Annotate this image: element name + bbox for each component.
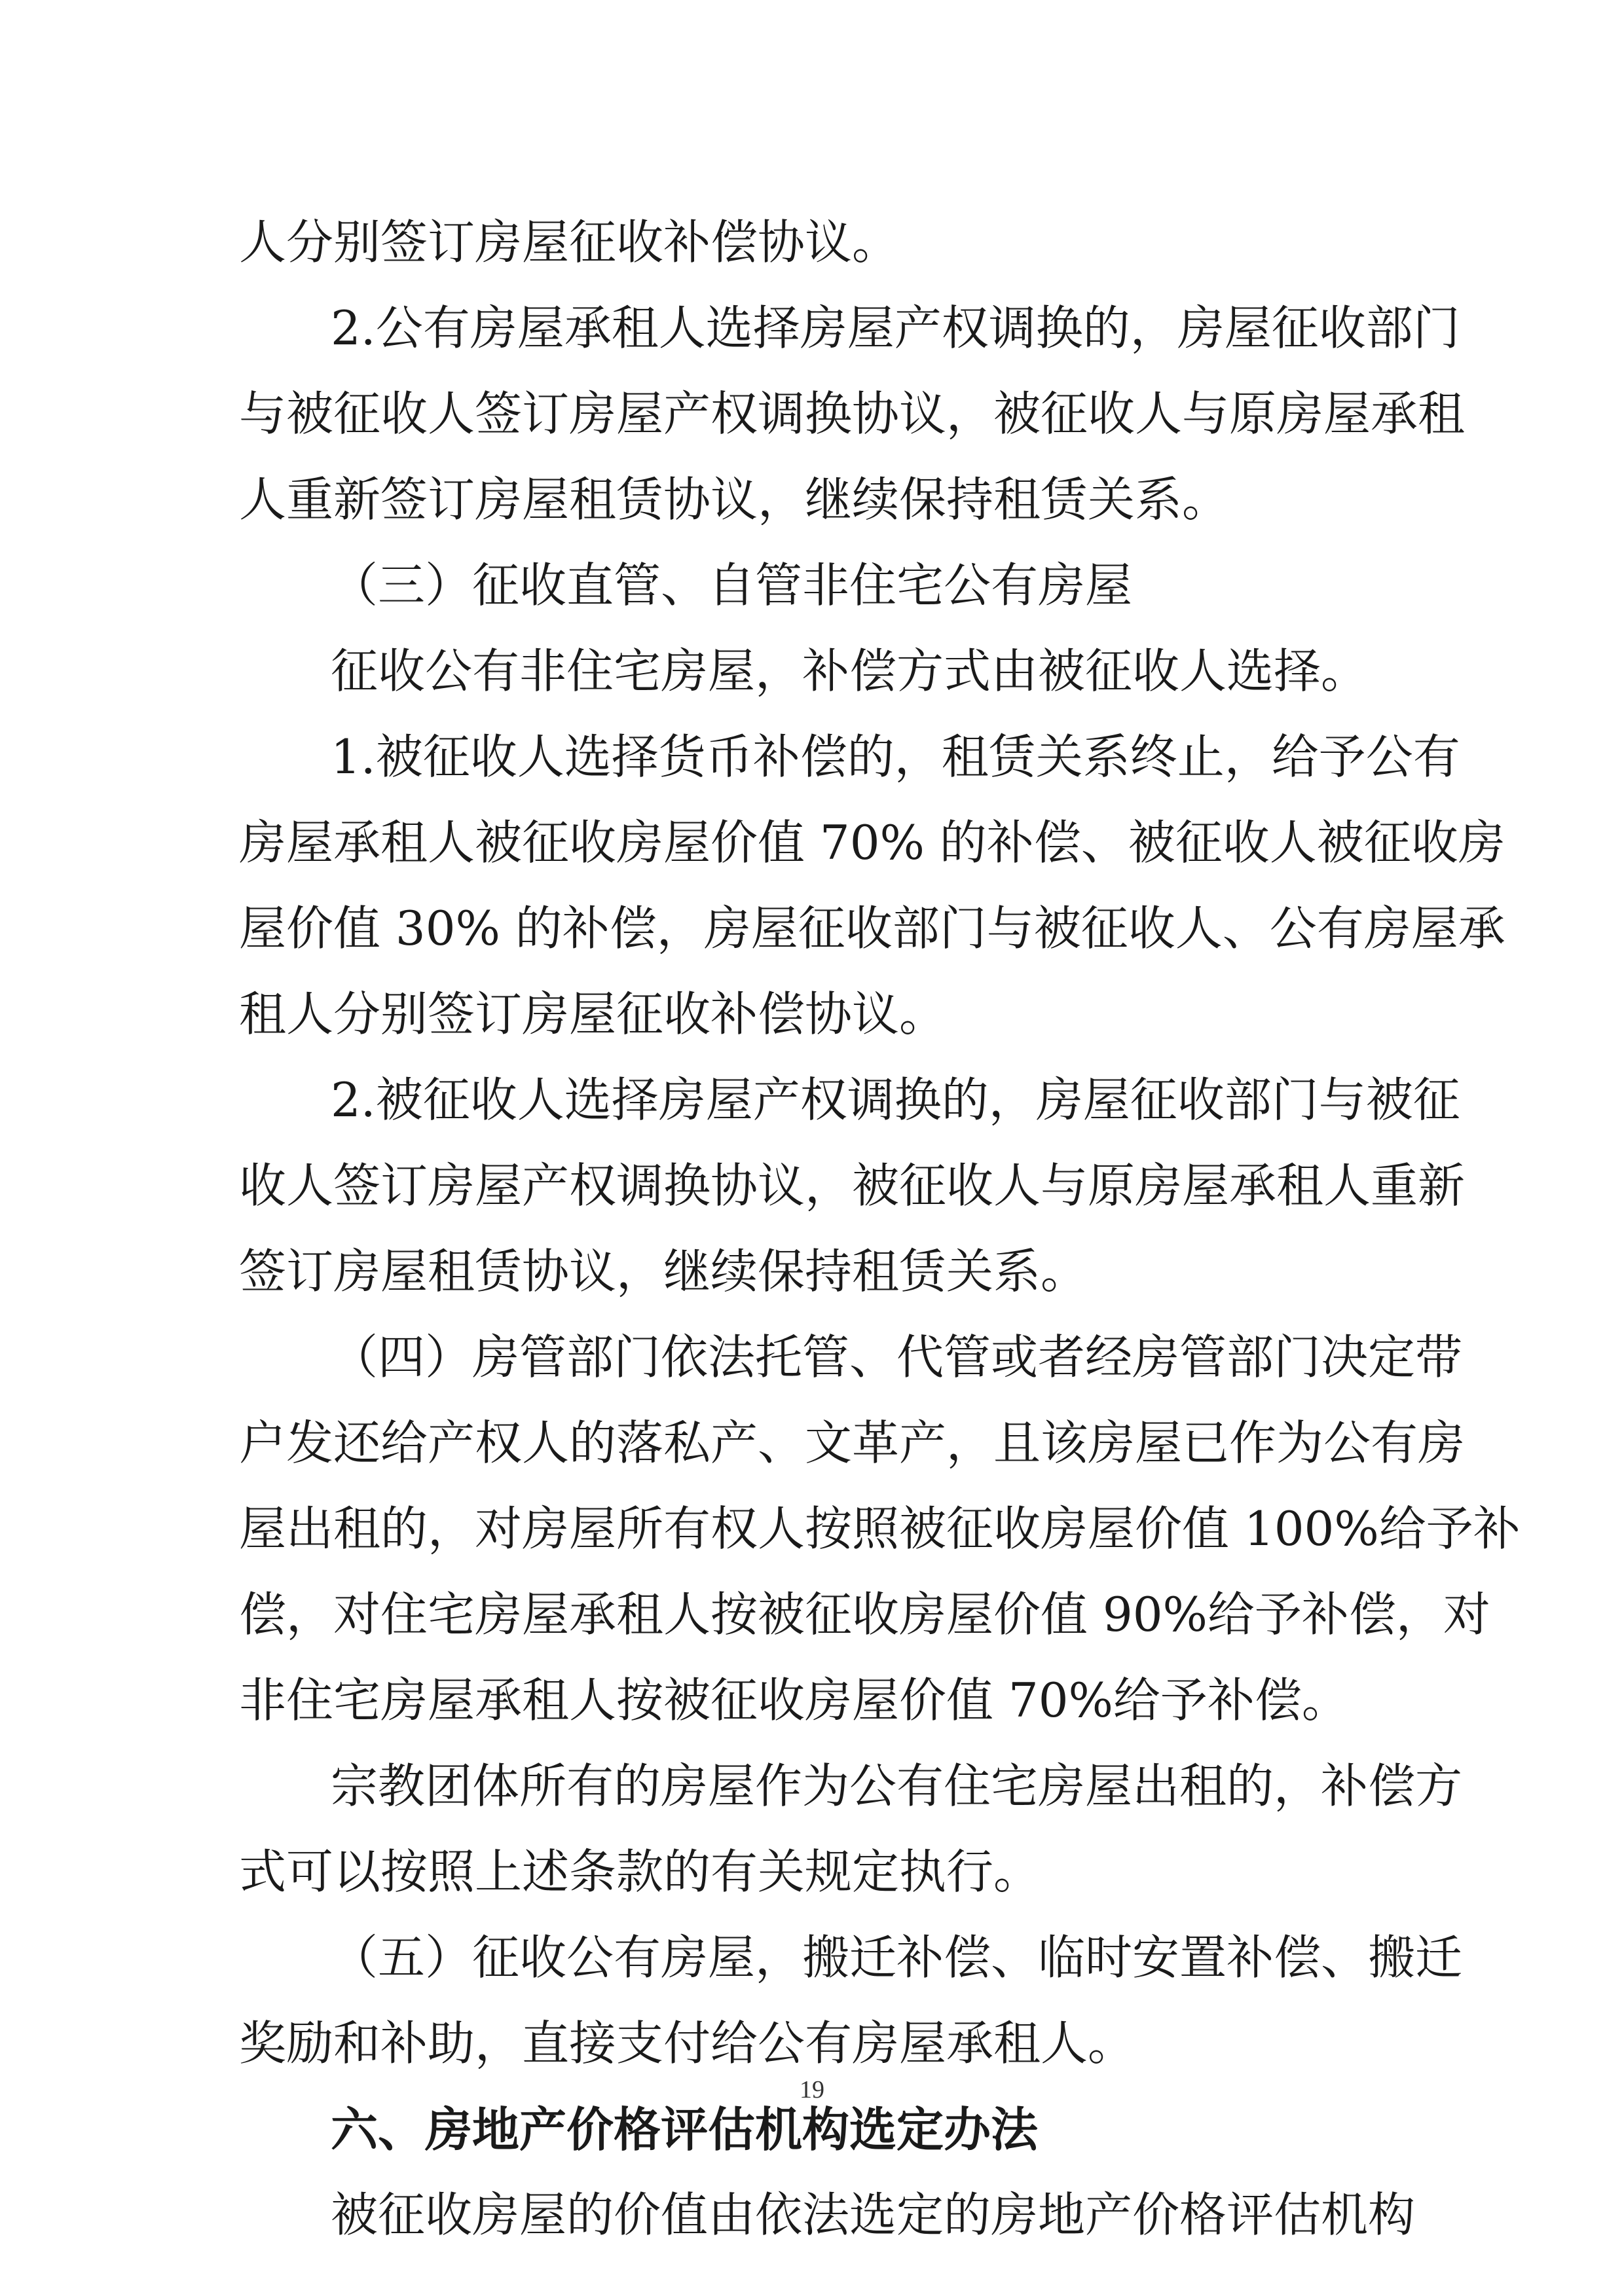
text-line: （三）征收直管、自管非住宅公有房屋 [331, 558, 1133, 613]
text-line: 宗教团体所有的房屋作为公有住宅房屋出租的，补偿方 [331, 1758, 1463, 1813]
text-line: 2.被征收人选择房屋产权调换的，房屋征收部门与被征 [331, 1072, 1460, 1127]
text-line: 偿，对住宅房屋承租人按被征收房屋价值 90%给予补偿，对 [239, 1587, 1490, 1642]
text-line: 收人签订房屋产权调换协议，被征收人与原房屋承租人重新 [239, 1158, 1466, 1213]
text-line: 人重新签订房屋租赁协议，继续保持租赁关系。 [239, 472, 1230, 527]
text-line: 被征收房屋的价值由依法选定的房地产价格评估机构 [331, 2187, 1416, 2242]
text-line: 奖励和补助，直接支付给公有房屋承租人。 [239, 2016, 1135, 2071]
text-line: 房屋承租人被征收房屋价值 70% 的补偿、被征收人被征收房 [239, 815, 1505, 870]
text-line: 式可以按照上述条款的有关规定执行。 [239, 1844, 1041, 1899]
text-line: 屋出租的，对房屋所有权人按照被征收房屋价值 100%给予补 [239, 1501, 1521, 1556]
text-line: 2.公有房屋承租人选择房屋产权调换的，房屋征收部门 [331, 301, 1460, 355]
text-line: 租人分别签订房屋征收补偿协议。 [239, 987, 947, 1042]
text-line: （五）征收公有房屋，搬迁补偿、临时安置补偿、搬迁 [331, 1930, 1463, 1985]
text-line: 与被征收人签订房屋产权调换协议，被征收人与原房屋承租 [239, 386, 1466, 441]
section-heading: 六、房地产价格评估机构选定办法 [331, 2102, 1039, 2157]
text-line: 征收公有非住宅房屋，补偿方式由被征收人选择。 [331, 644, 1369, 699]
text-line: （四）房管部门依法托管、代管或者经房管部门决定带 [331, 1330, 1463, 1385]
text-line: 签订房屋租赁协议，继续保持租赁关系。 [239, 1244, 1088, 1299]
text-line: 1.被征收人选择货币补偿的，租赁关系终止，给予公有 [331, 729, 1460, 784]
text-line: 屋价值 30% 的补偿，房屋征收部门与被征收人、公有房屋承 [239, 901, 1505, 956]
page-number: 19 [800, 2076, 824, 2104]
body-text [239, 200, 1521, 2258]
text-line: 非住宅房屋承租人按被征收房屋价值 70%给予补偿。 [239, 1673, 1349, 1728]
text-line: 人分别签订房屋征收补偿协议。 [239, 215, 900, 270]
text-line: 户发还给产权人的落私产、文革产，且该房屋已作为公有房 [239, 1415, 1466, 1470]
